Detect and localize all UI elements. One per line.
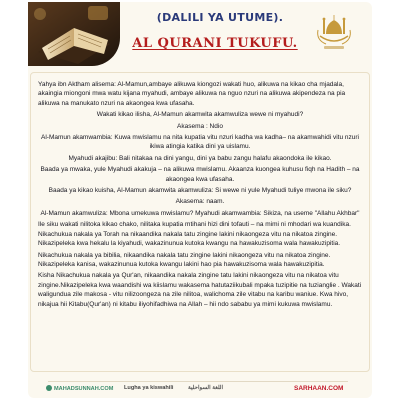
footer-site-left-text: MAHADSUNNAH.COM (54, 386, 114, 392)
paragraph: Al-Mamun akamwambia: Kuwa mwislamu na nita kupatia vitu nzuri kadha wa kadha– na akamwahidi vitu nzuri ikiwa atingia katika dini ya uislamu. (41, 134, 359, 151)
paragraph: Al-Mamun akamwuliza: Mbona umekuwa mwislamu? Myahudi akamwambia: Sikiza, na useme "Allahu Akhbar" (40, 209, 360, 217)
document-body (38, 80, 362, 311)
site-logo-icon (46, 385, 52, 391)
footer-site-left[interactable] (46, 385, 113, 392)
paragraph: Akasema : Ndio (177, 122, 223, 130)
paragraph: Baada ya kikao kuisha, Al-Mamun akamwita akamwuliza: Si wewe ni yule Myahudi tuliye mwona ile siku? (48, 187, 352, 195)
paragraph: Nikachukua nakala ya bibilia, nikaandika nakala tatu zingine lakini nikaongeza vitu na nikatoa zingine. Nikazipeleka kanisa, wakazinunua kutoka kwangu lakini hao pia hawakuzisoma wala hawakuzipitia. (38, 251, 331, 268)
paragraph: Yahya ibn Aktham alisema: Al-Mamun,ambaye alikuwa kiongozi wakati huo, alikuwa na kikao cha mjadala, akaingia miongoni mwa watu kijana myahudi, ambaye alikuwa na nguo nzuri na alikuwa akipendeza na pia alikuwa na manukato nzuri na akaongea kwa ufasaha. (38, 81, 346, 107)
footer-language-arabic: اللغة السواحلية (188, 385, 224, 391)
paragraph: Myahudi akajibu: Bali nitakaa na dini yangu, dini ya babu zangu halafu akaondoka ile kikao. (68, 154, 332, 162)
footer-language: Lugha ya kiswahili (124, 385, 174, 391)
footer-site-right[interactable]: SARHAAN.COM (294, 385, 344, 392)
paragraph: Kisha Nikachukua nakala ya Qur'an, nikaandika nakala zingine tatu lakini nikaongeza vitu na nikatoa vitu zingine.Nikazipeleka kwa waandishi wa kiislamu wakasema hatutaziikubali mpaka tuzipitie na tuzianglie . Wakati waligundua zile makosa - vitu nilizoongeza na zile nilitoa, walichoma zile vitabu na karibu waniue. Kwa hivo, nikajua hii Kitabu(Qur'an) ni kitabu iliyohifadhiwa na Allah – hii ndo sababu ya mimi kukuwa mwislamu. (38, 272, 362, 308)
paragraph: Baada ya mwaka, yule Myahudi akakuja – na alikuwa mwislamu. Akaanza kuongea kuhusu fiqh na Hadith – na akaongea kwa ufasaha. (40, 166, 360, 183)
paragraph: Akasema: naam. (175, 198, 225, 206)
paragraph: Wakati kikao ilisha, Al-Mamun akamwita akamwuliza wewe ni myahudi? (96, 111, 304, 119)
footer (28, 380, 372, 398)
footer-divider (48, 381, 348, 382)
document-title: AL QURANI TUKUFU. (132, 36, 298, 51)
document-subtitle: (DALILI YA UTUME). (156, 11, 284, 24)
paragraph: Ile siku wakati nilitoka kikao chako, nilitaka kupatia mtihani hizi dini tofauti – na mimi ni mhodari wa kuandika. Nikachukua nakala ya Torah na nikaandika nakala tatu zingine lakini nikaongeza vitu na nikatoa zingine. Nikazipeleka kwa hekalu la kiyahudi, wakazinunua kutoka kwangu na hawakuzisoma wala hawakuzipitia. (38, 221, 351, 248)
quran-illustration-icon (28, 2, 120, 66)
